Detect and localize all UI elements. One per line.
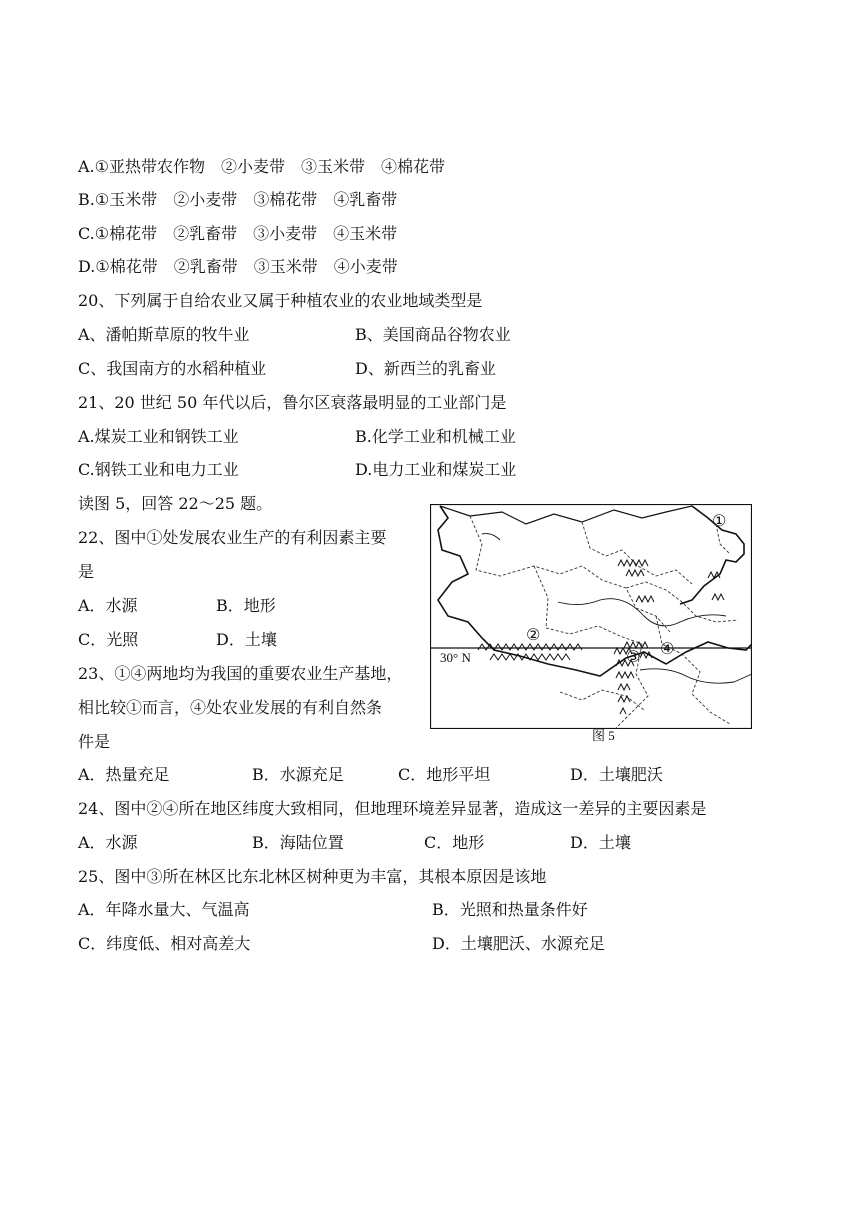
figure-intro: 读图 5，回答 22～25 题。 — [78, 494, 273, 513]
map-frame — [431, 505, 752, 729]
q22-stem-line1: 22、图中①处发展农业生产的有利因素主要 — [78, 528, 387, 547]
q23-option-d: D．土壤肥沃 — [570, 765, 663, 784]
q25-stem: 25、图中③所在林区比东北林区树种更为丰富，其根本原因是该地 — [78, 867, 547, 886]
marker-2: ② — [526, 625, 541, 644]
q20-option-b: B、美国商品谷物农业 — [355, 325, 511, 344]
q22-stem-line2: 是 — [78, 562, 95, 581]
q22-option-a: A．水源 — [78, 596, 138, 615]
china-region-map — [430, 504, 752, 729]
latitude-label: 30° N — [440, 650, 471, 665]
q21-option-c: C.钢铁工业和电力工业 — [78, 460, 239, 479]
q21-option-d: D.电力工业和煤炭工业 — [355, 460, 517, 479]
q24-option-c: C．地形 — [424, 833, 485, 852]
q25-option-b: B．光照和热量条件好 — [432, 900, 588, 919]
q25-option-c: C．纬度低、相对高差大 — [78, 934, 251, 953]
q25-option-d: D．土壤肥沃、水源充足 — [432, 934, 605, 953]
q24-option-b: B．海陆位置 — [252, 833, 344, 852]
q24-stem: 24、图中②④所在地区纬度大致相同，但地理环境差异显著，造成这一差异的主要因素是 — [78, 799, 707, 818]
q23-stem-line1: 23、①④两地均为我国的重要农业生产基地， — [78, 664, 403, 683]
q23-stem-line3: 件是 — [78, 732, 111, 751]
q23-option-a: A．热量充足 — [78, 765, 170, 784]
q24-option-a: A．水源 — [78, 833, 138, 852]
q21-option-a: A.煤炭工业和钢铁工业 — [78, 427, 239, 446]
q19-option-d: D.①棉花带 ②乳畜带 ③玉米带 ④小麦带 — [78, 257, 398, 276]
q22-option-d: D．土壤 — [216, 630, 277, 649]
q23-option-b: B．水源充足 — [252, 765, 344, 784]
marker-4: ④ — [660, 639, 675, 658]
q20-stem: 20、下列属于自给农业又属于种植农业的农业地域类型是 — [78, 291, 483, 310]
q25-option-a: A．年降水量大、气温高 — [78, 900, 250, 919]
q23-option-c: C．地形平坦 — [398, 765, 491, 784]
figure-caption: 图 5 — [592, 728, 615, 743]
q24-option-d: D．土壤 — [570, 833, 631, 852]
q20-option-d: D、新西兰的乳畜业 — [355, 359, 496, 378]
q23-stem-line2: 相比较①而言，④处农业发展的有利自然条 — [78, 698, 383, 717]
q22-option-b: B．地形 — [216, 596, 276, 615]
q20-option-a: A、潘帕斯草原的牧牛业 — [78, 325, 250, 344]
q21-stem: 21、20 世纪 50 年代以后，鲁尔区衰落最明显的工业部门是 — [78, 393, 507, 412]
q20-option-c: C、我国南方的水稻种植业 — [78, 359, 267, 378]
q19-option-c: C.①棉花带 ②乳畜带 ③小麦带 ④玉米带 — [78, 224, 398, 243]
q22-option-c: C．光照 — [78, 630, 139, 649]
q19-option-b: B.①玉米带 ②小麦带 ③棉花带 ④乳畜带 — [78, 190, 398, 209]
q21-option-b: B.化学工业和机械工业 — [355, 427, 516, 446]
marker-3: ③ — [626, 647, 641, 666]
marker-1: ① — [712, 511, 727, 530]
q19-option-a: A.①亚热带农作物 ②小麦带 ③玉米带 ④棉花带 — [78, 157, 445, 176]
